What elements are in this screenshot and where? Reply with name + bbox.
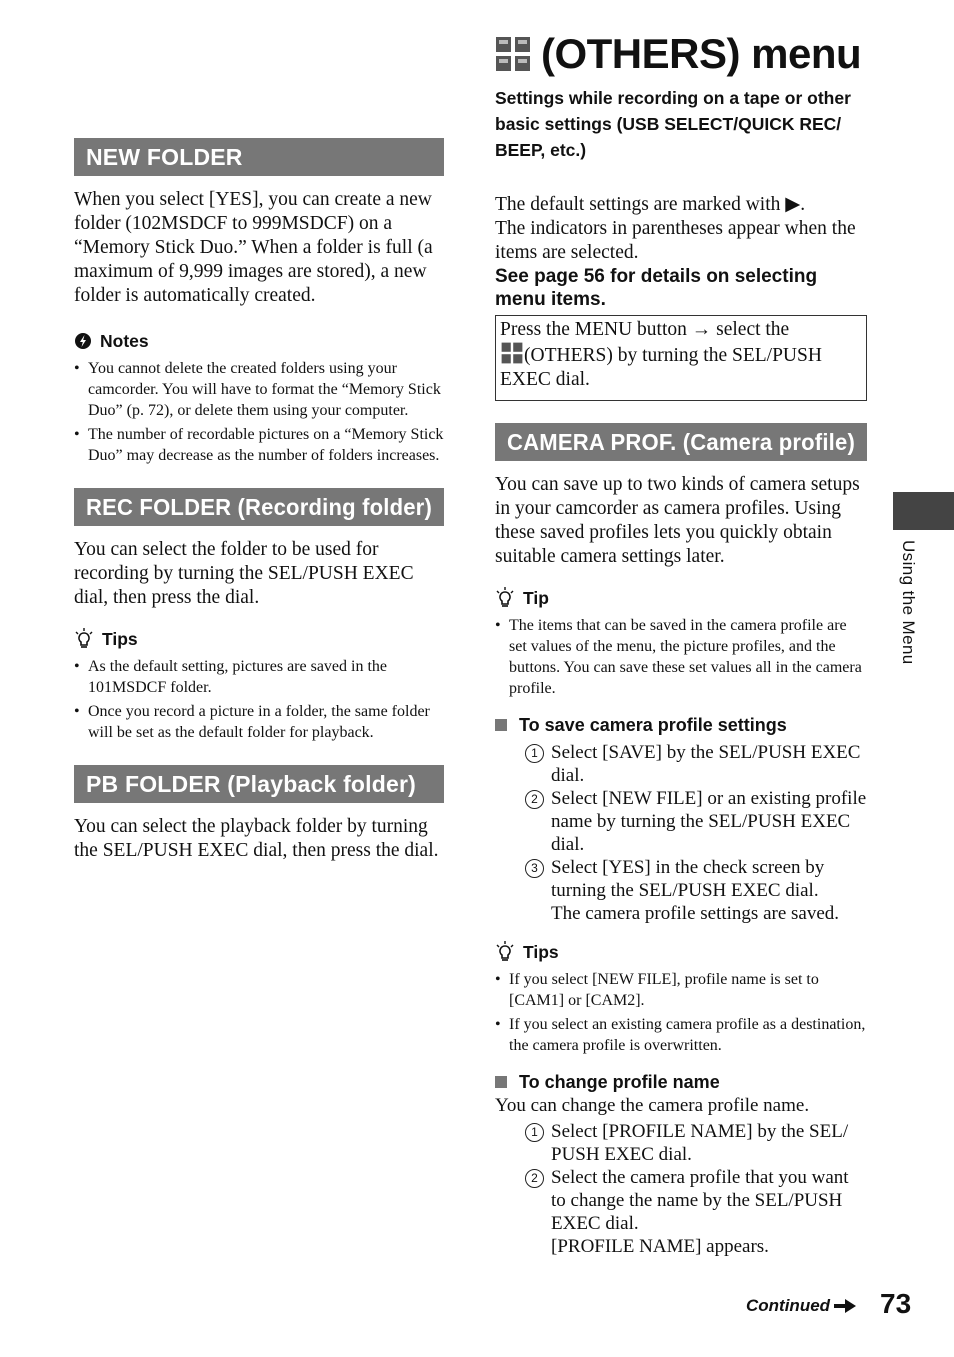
step-number: 1 (525, 1123, 544, 1142)
tip-header (495, 587, 867, 609)
continued-text: Continued (746, 1296, 831, 1315)
step-result: The camera profile settings are saved. (551, 903, 840, 924)
step-text: Select [NEW FILE] or an existing profile name by turning the SEL/PUSH EXEC dial. (551, 788, 867, 855)
tips-list (495, 969, 867, 1056)
step-item (525, 787, 867, 856)
chapter-label-text: Using the Menu (899, 540, 918, 665)
list-item: • The items that can be saved in the camera profile are set values of the menu, the picture profiles, and the buttons. You can save these set values all in the camera profile. (495, 615, 867, 699)
step-number: 2 (525, 790, 544, 809)
intro-line2: The indicators in parentheses appear when the items are selected. (495, 218, 856, 263)
save-profile-heading-text: To save camera profile settings (519, 715, 787, 735)
list-item: • Once you record a picture in a folder, the same folder will be set as the default folder for playback. (74, 701, 444, 743)
tips-label: Tips (523, 942, 559, 962)
list-item: • The number of recordable pictures on a “Memory Stick Duo” may decrease as the number of folders increases. (74, 424, 444, 466)
section-heading-rec-folder: REC FOLDER (Recording folder) (74, 488, 444, 526)
change-name-heading (495, 1070, 867, 1094)
step-text: Select [YES] in the check screen by turning the SEL/PUSH EXEC dial. (551, 857, 825, 901)
chapter-label (896, 540, 920, 680)
square-bullet-icon (495, 1076, 507, 1088)
step-item (525, 856, 867, 925)
list-item: • As the default setting, pictures are saved in the 101MSDCF folder. (74, 656, 444, 698)
save-steps (525, 741, 867, 925)
tips-header (74, 628, 444, 650)
notes-header (74, 330, 444, 352)
rec-folder-body: You can select the folder to be used for recording by turning the SEL/PUSH EXEC dial, then press the dial. (74, 539, 414, 608)
page-title (495, 30, 867, 78)
instruction-box (495, 315, 867, 401)
change-steps (525, 1120, 867, 1258)
tips-header (495, 941, 867, 963)
tip-label: Tip (523, 588, 549, 608)
step-number: 2 (525, 1169, 544, 1188)
new-folder-body: When you select [YES], you can create a new folder (102MSDCF to 999MSDCF) on a “Memory Stick Duo.” When a folder is full (a maximum of 9,999 images are stored), a new folder is automatically created. (74, 189, 433, 306)
step-text: Select [SAVE] by the SEL/PUSH EXEC dial. (551, 742, 861, 786)
tip-list (495, 615, 867, 699)
chapter-tab (893, 492, 954, 530)
section-heading-camera-prof: CAMERA PROF. (Camera profile) (495, 423, 867, 461)
instruction-text: Press the MENU button (500, 319, 687, 340)
lightbulb-icon (74, 628, 94, 650)
notes-list (74, 358, 444, 466)
save-profile-heading (495, 713, 867, 737)
step-number: 1 (525, 744, 544, 763)
tips-list (74, 656, 444, 743)
camera-prof-body: You can save up to two kinds of camera setups in your camcorder as camera profiles. Using these saved profiles lets you quickly obtain suitable camera settings later. (495, 474, 860, 567)
step-text: Select [PROFILE NAME] by the SEL/ PUSH EXEC dial. (551, 1121, 849, 1165)
list-item: • If you select [NEW FILE], profile name is set to [CAM1] or [CAM2]. (495, 969, 867, 1011)
square-bullet-icon (495, 719, 507, 731)
continued-arrow-icon (834, 1299, 856, 1313)
step-item (525, 1166, 867, 1258)
caution-icon (74, 332, 92, 350)
instruction-text: select the (716, 319, 790, 340)
arrow-icon: → (691, 319, 712, 340)
notes-label: Notes (100, 331, 149, 351)
left-column (74, 138, 444, 863)
page-subtitle: Settings while recording on a tape or other basic settings (USB SELECT/QUICK REC/ BEEP, etc.) (495, 88, 851, 160)
pb-folder-body: You can select the playback folder by turning the SEL/PUSH EXEC dial, then press the dial. (74, 816, 439, 861)
others-menu-icon (500, 342, 524, 364)
page-title-text: (OTHERS) menu (541, 30, 862, 77)
see-page-note: See page 56 for details on selecting menu items. (495, 266, 818, 310)
change-name-heading-text: To change profile name (519, 1072, 720, 1092)
lightbulb-icon (495, 587, 515, 609)
step-item (525, 1120, 867, 1166)
change-name-body: You can change the camera profile name. (495, 1095, 810, 1116)
step-text: Select the camera profile that you want to change the name by the SEL/PUSH EXEC dial. (551, 1167, 849, 1234)
lightbulb-icon (495, 941, 515, 963)
tips-label: Tips (102, 629, 138, 649)
right-column (495, 30, 867, 1258)
instruction-text: (OTHERS) by turning the SEL/PUSH EXEC dial. (500, 345, 822, 390)
step-result: [PROFILE NAME] appears. (551, 1236, 769, 1257)
step-item (525, 741, 867, 787)
page-number: 73 (880, 1288, 912, 1319)
section-heading-pb-folder: PB FOLDER (Playback folder) (74, 765, 444, 803)
list-item: • If you select an existing camera profile as a destination, the camera profile is overwritten. (495, 1014, 867, 1056)
intro-line1: The default settings are marked with ▶. (495, 194, 806, 215)
section-heading-new-folder: NEW FOLDER (74, 138, 444, 176)
others-menu-icon (495, 36, 531, 72)
list-item: • You cannot delete the created folders using your camcorder. You will have to format the “Memory Stick Duo” (p. 72), or delete them using your computer. (74, 358, 444, 421)
step-number: 3 (525, 859, 544, 878)
continued-indicator (746, 1296, 856, 1316)
